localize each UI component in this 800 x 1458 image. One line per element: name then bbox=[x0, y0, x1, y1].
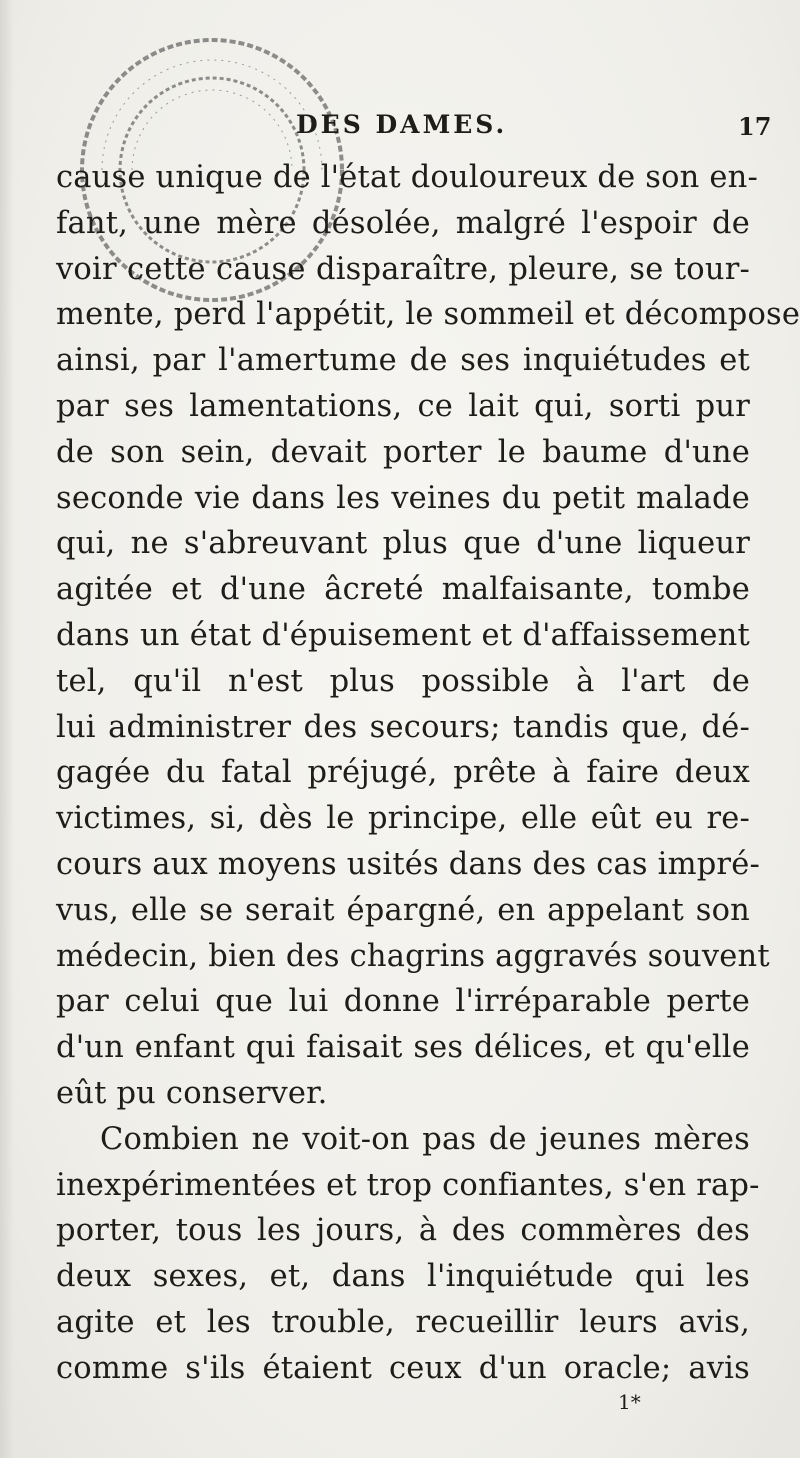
text-line: par ses lamentations, ce lait qui, sorti pur bbox=[56, 388, 750, 424]
text-line: de son sein, devait porter le baume d'une bbox=[56, 434, 750, 470]
text-line: victimes, si, dès le principe, elle eût eu re- bbox=[56, 801, 750, 837]
text-line: voir cette cause disparaître, pleure, se tour- bbox=[56, 251, 750, 287]
body-text bbox=[56, 155, 800, 1392]
page-number: 17 bbox=[738, 112, 772, 141]
signature-mark: 1* bbox=[618, 1390, 641, 1414]
text-line: comme s'ils étaient ceux d'un oracle; avis bbox=[56, 1350, 750, 1386]
text-line: d'un enfant qui faisait ses délices, et qu'elle bbox=[56, 1030, 750, 1066]
text-line: médecin, bien des chagrins aggravés souvent bbox=[56, 938, 770, 974]
text-line: agitée et d'une âcreté malfaisante, tombe bbox=[56, 572, 750, 608]
text-line: mente, perd l'appétit, le sommeil et décompose bbox=[56, 297, 800, 333]
text-line: gagée du fatal préjugé, prête à faire deux bbox=[56, 755, 750, 791]
text-line: deux sexes, et, dans l'inquiétude qui les bbox=[56, 1259, 750, 1295]
text-line: Combien ne voit-on pas de jeunes mères bbox=[100, 1121, 750, 1157]
text-line: inexpérimentées et trop confiantes, s'en rap- bbox=[56, 1167, 760, 1203]
text-line: agite et les trouble, recueillir leurs avis, bbox=[56, 1304, 750, 1340]
text-line: porter, tous les jours, à des commères des bbox=[56, 1213, 750, 1249]
text-line: eût pu conserver. bbox=[56, 1075, 328, 1111]
text-line: vus, elle se serait épargné, en appelant son bbox=[56, 892, 750, 928]
text-line: ainsi, par l'amertume de ses inquiétudes et bbox=[56, 343, 750, 379]
text-line: seconde vie dans les veines du petit malade bbox=[56, 480, 750, 516]
running-head: DES DAMES. bbox=[296, 110, 508, 139]
text-line: lui administrer des secours; tandis que, dé- bbox=[56, 709, 750, 745]
scan-edge bbox=[0, 0, 14, 1458]
text-line: cause unique de l'état douloureux de son en- bbox=[56, 160, 758, 195]
text-line: par celui que lui donne l'irréparable perte bbox=[56, 984, 750, 1020]
text-line: tel, qu'il n'est plus possible à l'art de bbox=[56, 663, 750, 699]
text-line: dans un état d'épuisement et d'affaissement bbox=[56, 617, 750, 653]
page-header bbox=[0, 110, 800, 150]
text-line: qui, ne s'abreuvant plus que d'une liqueur bbox=[56, 526, 750, 562]
text-line: cours aux moyens usités dans des cas impré- bbox=[56, 846, 760, 882]
text-line: fant, une mère désolée, malgré l'espoir de bbox=[56, 205, 750, 241]
